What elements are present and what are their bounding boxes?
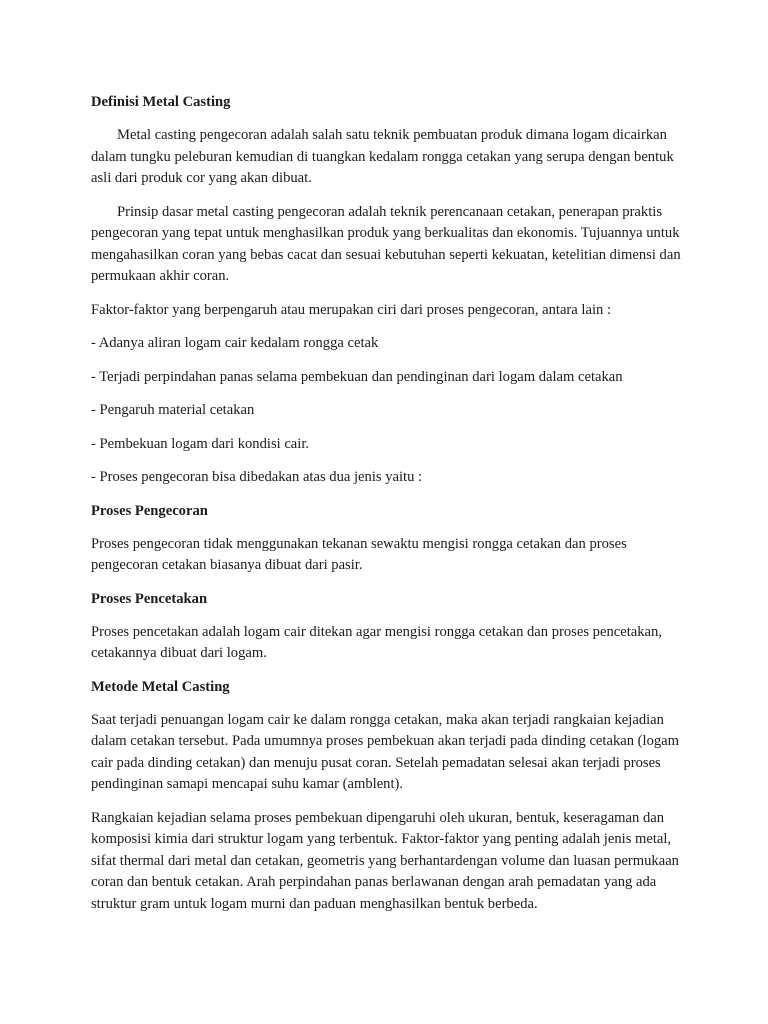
section-heading-definisi: Definisi Metal Casting (91, 94, 231, 110)
list-item: - Terjadi perpindahan panas selama pembekuan dan pendinginan dari logam dalam cetakan (91, 368, 623, 385)
list-item: - Pengaruh material cetakan (91, 402, 255, 418)
section-heading-pengecoran: Proses Pengecoran (91, 502, 208, 519)
paragraph-metode-1: Saat terjadi penuangan logam cair ke dalam rongga cetakan, maka akan terjadi rangkaian kejadian dalam cetakan tersebut. Pada umumnya proses pembekuan akan terjadi pada dinding cetakan (logam cair pada dinding cetakan) dan menuju pusat coran. Setelah pemadatan selesai akan terjadi proses pendinginan samapi mencapai suhu kamar (amblent). (91, 711, 679, 792)
paragraph-definition: Metal casting pengecoran adalah salah satu teknik pembuatan produk dimana logam dicairkan dalam tungku peleburan kemudian di tuangkan kedalam rongga cetakan yang serupa dengan bentuk asli dari produk cor yang akan dibuat. (91, 127, 674, 186)
list-item: - Proses pengecoran bisa dibedakan atas dua jenis yaitu : (91, 469, 423, 485)
paragraph-principle: Prinsip dasar metal casting pengecoran adalah teknik perencanaan cetakan, penerapan praktis pengecoran yang tepat untuk menghasilkan produk yang berkualitas dan ekonomis. Tujuannya untuk mengahasilkan coran yang bebas cacat dan sesuai kebutuhan seperti kekuatan, ketelitian dimensi dan permukaan akhir coran. (91, 203, 681, 284)
list-item: - Pembekuan logam dari kondisi cair. (91, 435, 310, 452)
paragraph-metode-2: Rangkaian kejadian selama proses pembekuan dipengaruhi oleh ukuran, bentuk, keseragaman dan komposisi kimia dari struktur logam yang terbentuk. Faktor-faktor yang penting adalah jenis metal, sifat thermal dari metal dan cetakan, geometris yang berhantardengan volume dan luasan permukaan coran dan bentuk cetakan. Arah perpindahan panas berlawanan dengan arah pemadatan yang ada struktur gram untuk logam murni dan paduan menghasilkan bentuk berbeda. (91, 809, 679, 912)
section-heading-metode: Metode Metal Casting (91, 678, 230, 695)
list-item: - Adanya aliran logam cair kedalam rongga cetak (91, 335, 379, 351)
paragraph-pengecoran: Proses pengecoran tidak menggunakan tekanan sewaktu mengisi rongga cetakan dan proses pengecoran cetakan biasanya dibuat dari pasir. (91, 535, 627, 573)
paragraph-pencetakan: Proses pencetakan adalah logam cair ditekan agar mengisi rongga cetakan dan proses pencetakan, cetakannya dibuat dari logam. (91, 623, 662, 661)
document-page (91, 92, 681, 927)
section-heading-pencetakan: Proses Pencetakan (91, 590, 208, 607)
paragraph-factors-intro: Faktor-faktor yang berpengaruh atau merupakan ciri dari proses pengecoran, antara lain : (91, 301, 611, 318)
